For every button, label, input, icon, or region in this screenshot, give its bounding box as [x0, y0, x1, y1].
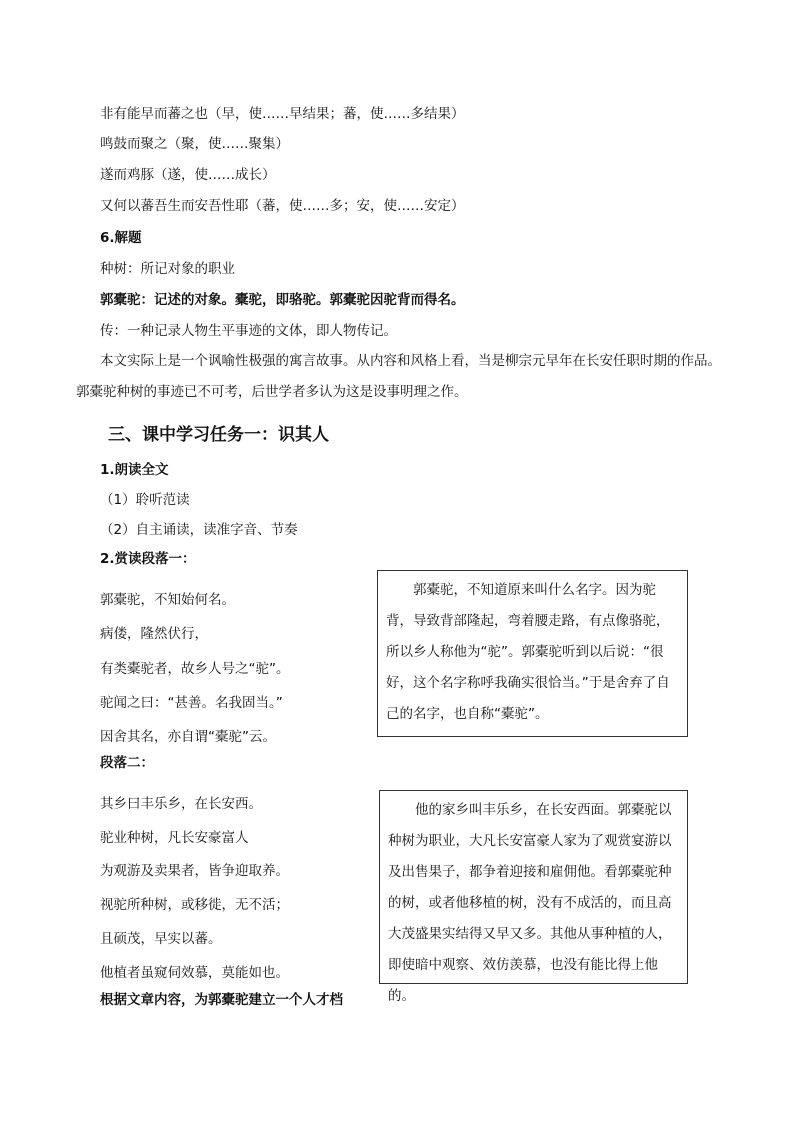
classical-line: 他植者虽窥伺效慕，莫能如也。	[100, 965, 289, 981]
translation-text: 他的家乡叫丰乐乡，在长安西面。郭橐驼以种树为职业，大凡长安富豪人家为了观赏宴游以及出售果子，都争着迎接和雇佣他。看郭橐驼种的树，或者他移植的树，没有不成活的，而且高大茂盛果实结得又早又多。其他从事种植的人，即使暗中观察、效仿羡慕，也没有能比得上他的。	[388, 802, 672, 1004]
classical-line: 且硕茂，早实以蕃。	[100, 931, 222, 947]
task-note: 根据文章内容，为郭橐驼建立一个人才档	[100, 992, 343, 1008]
text-line: 传：一种记录人物生平事迹的文体，即人物传记。	[100, 323, 397, 339]
translation-box-2	[379, 790, 688, 1004]
classical-line: 郭橐驼，不知始何名。	[100, 592, 235, 608]
text-line: 种树：所记对象的职业	[100, 261, 235, 277]
text-line: 遂而鸡豚（遂，使……成长）	[100, 167, 276, 183]
classical-line: 因舍其名，亦自谓“橐驼”云。	[100, 729, 276, 745]
text-line: 非有能早而蕃之也（早，使……早结果；蕃，使……多结果）	[100, 106, 465, 122]
classical-line: 驼业种树，凡长安豪富人	[100, 830, 249, 846]
task-title: 2.赏读段落一：	[100, 551, 196, 567]
translation-box-1	[377, 570, 688, 737]
text-line: （2）自主诵读，读准字音、节奏	[100, 522, 298, 538]
classical-line: 驼闻之曰：“甚善。名我固当。”	[100, 695, 283, 711]
text-line: （1）聆听范读	[100, 492, 190, 508]
classical-line: 其乡曰丰乐乡，在长安西。	[100, 796, 262, 812]
classical-line: 病偻，隆然伏行，	[100, 626, 208, 642]
section-heading: 三、课中学习任务一：识其人	[108, 425, 329, 445]
text-line: 鸣鼓而聚之（聚，使……聚集）	[100, 136, 289, 152]
classical-line: 为观游及卖果者，皆争迎取养。	[100, 863, 289, 879]
text-line: 郭橐驼：记述的对象。橐驼，即骆驼。郭橐驼因驼背而得名。	[100, 292, 465, 308]
task-title: 段落二：	[100, 755, 154, 771]
section-title: 6.解题	[100, 230, 142, 246]
task-title: 1.朗读全文	[100, 462, 169, 478]
intro-paragraph: 本文实际上是一个讽喻性极强的寓言故事。从内容和风格上看，当是柳宗元早年在长安任职时期的作品。郭橐驼种树的事迹已不可考，后世学者多认为这是设事明理之作。	[76, 353, 721, 400]
translation-text: 郭橐驼，不知道原来叫什么名字。因为驼背，导致背部隆起，弯着腰走路，有点像骆驼，所以乡人称他为“驼”。郭橐驼听到以后说：“很好，这个名字称呼我确实很恰当。”于是舍弃了自己的名字，也自称“橐驼”。	[386, 582, 670, 722]
classical-line: 视驼所种树，或移徙，无不活；	[100, 897, 289, 913]
text-line: 又何以蕃吾生而安吾性耶（蕃，使……多；安，使……安定）	[100, 198, 465, 214]
classical-line: 有类橐驼者，故乡人号之“驼”。	[100, 661, 290, 677]
